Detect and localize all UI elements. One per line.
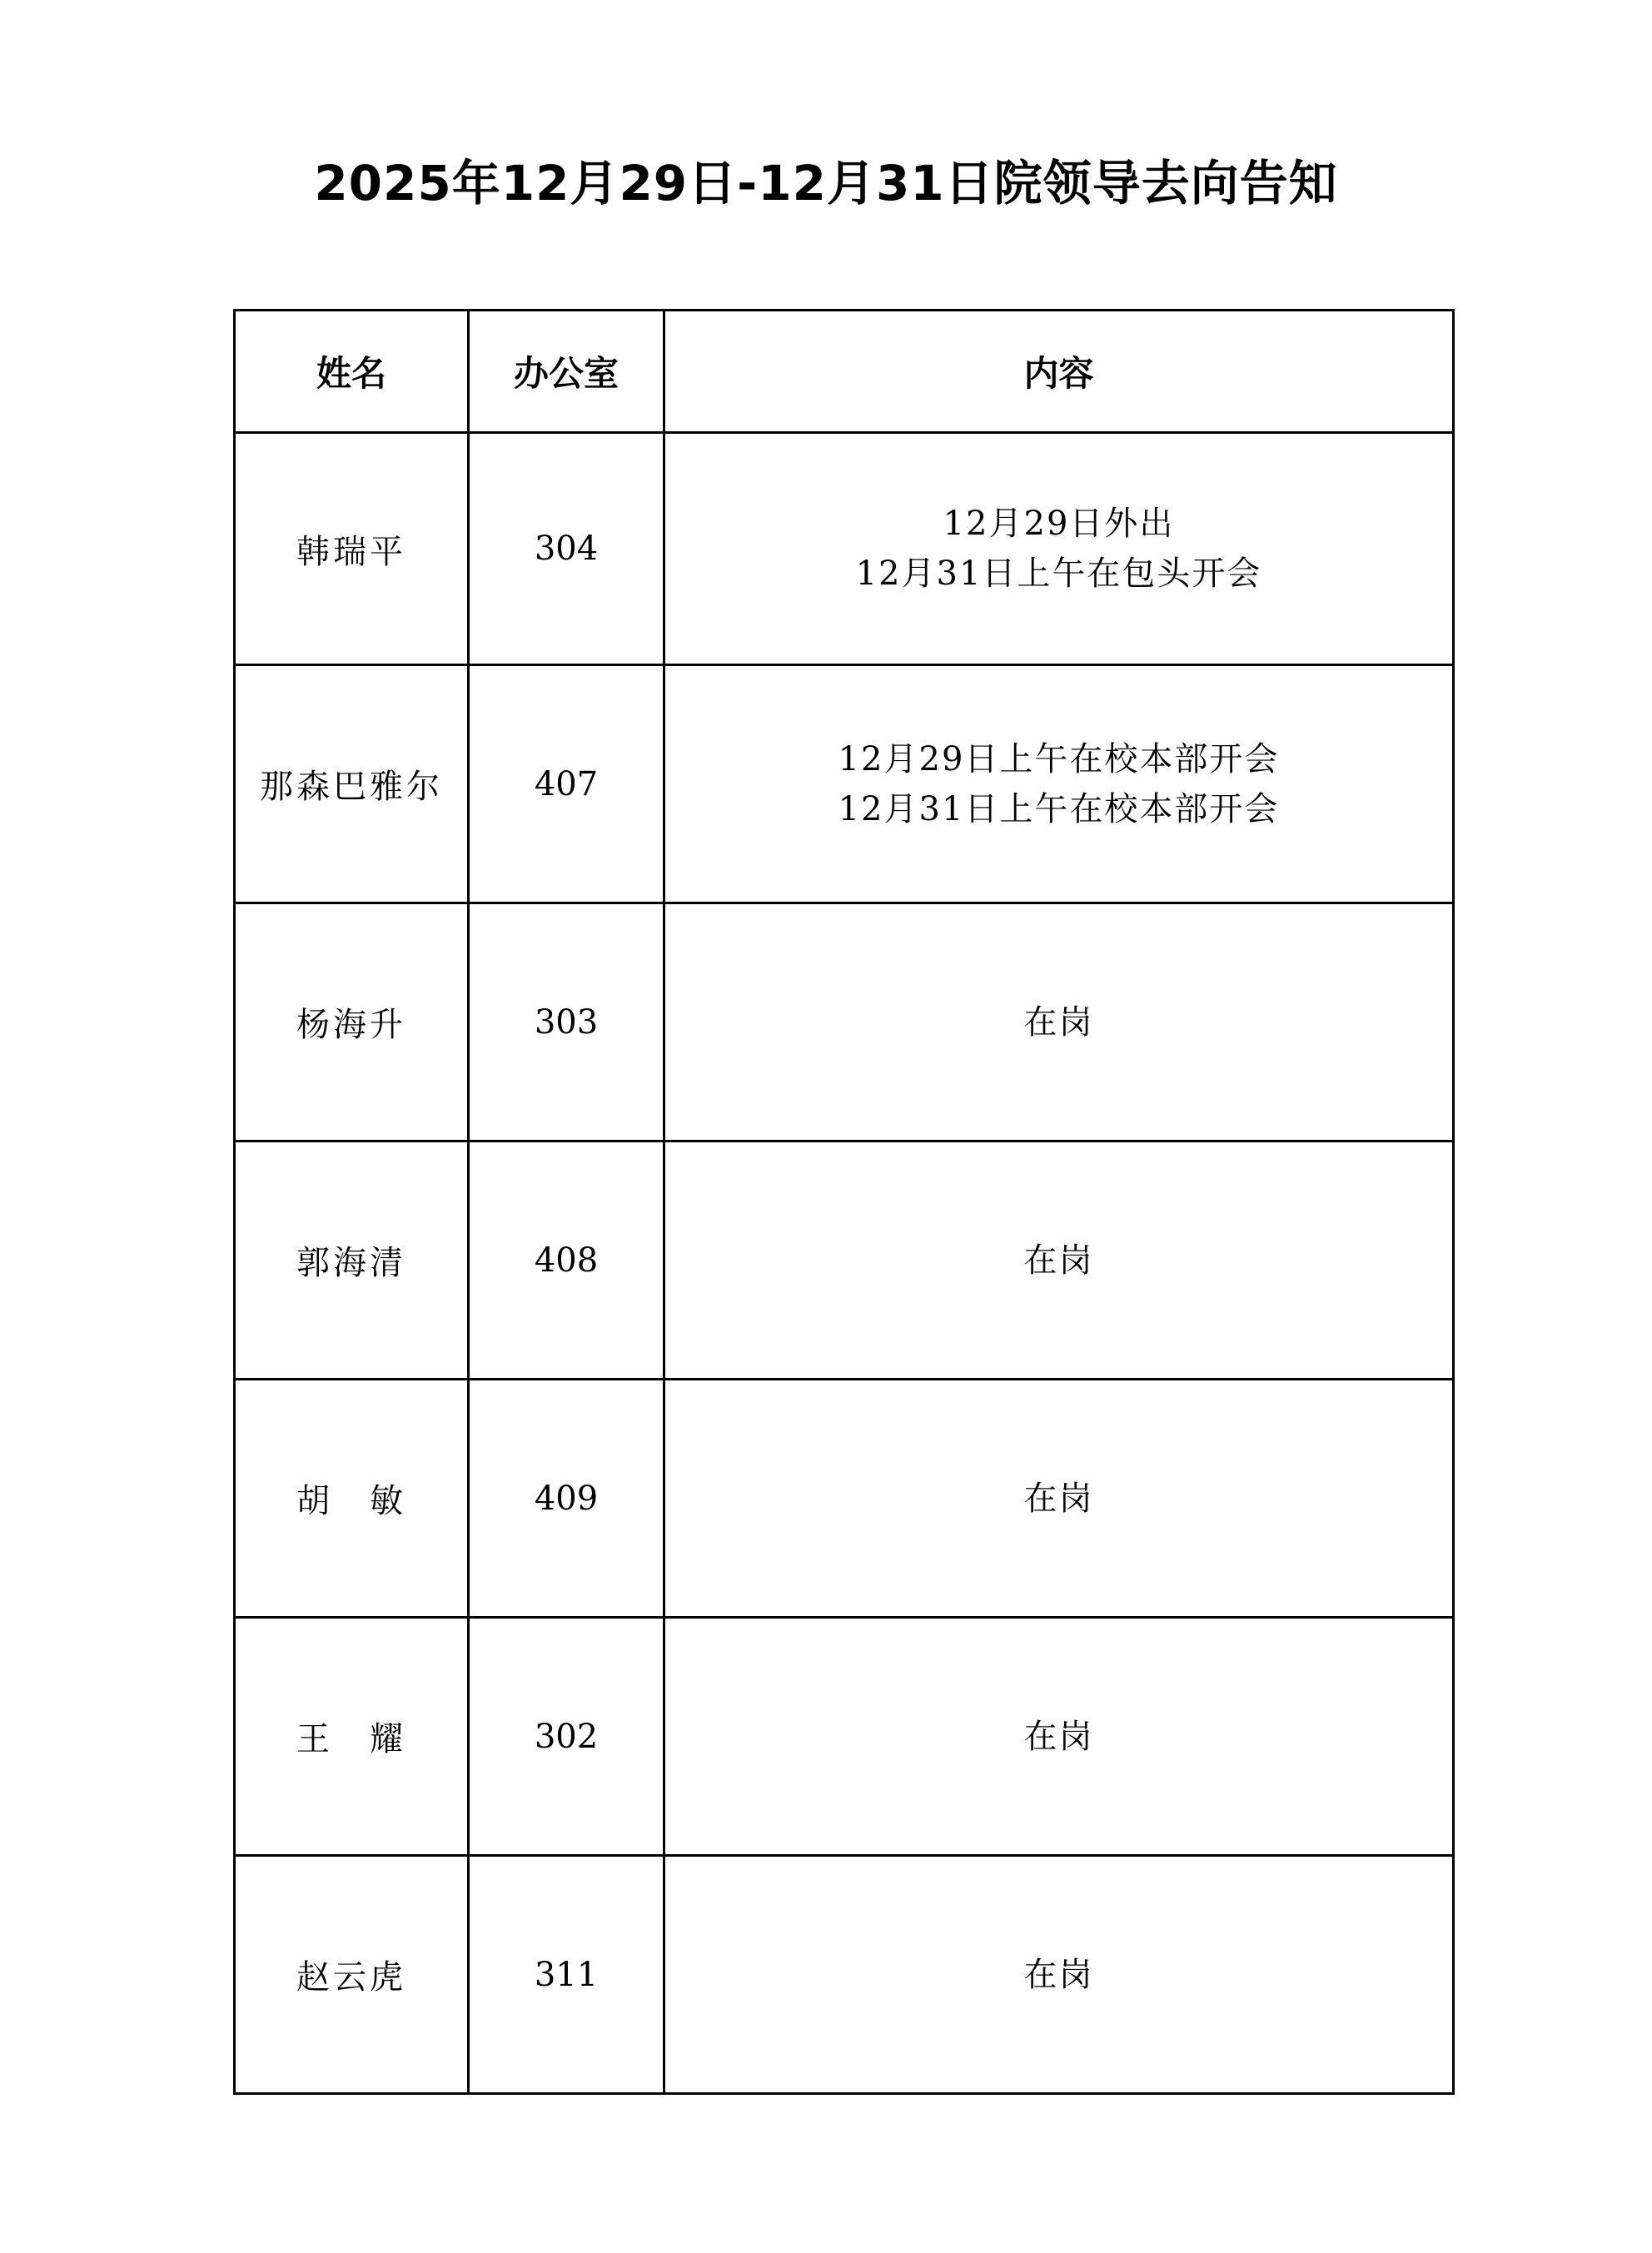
table-header-row xyxy=(235,311,1454,433)
office-cell: 304 xyxy=(469,433,664,665)
table-row xyxy=(235,1618,1454,1856)
content-line: 在岗 xyxy=(1023,1002,1094,1042)
table-row xyxy=(235,903,1454,1141)
table-row xyxy=(235,665,1454,903)
office-cell: 303 xyxy=(469,903,664,1141)
table-row xyxy=(235,433,1454,665)
office-cell: 302 xyxy=(469,1618,664,1856)
content-line: 12月29日上午在校本部开会 xyxy=(838,739,1280,778)
content-cell xyxy=(664,665,1454,903)
office-cell: 408 xyxy=(469,1141,664,1380)
office-cell: 409 xyxy=(469,1380,664,1618)
content-line: 在岗 xyxy=(1023,1241,1094,1280)
office-cell: 407 xyxy=(469,665,664,903)
table-row xyxy=(235,1380,1454,1618)
name-cell: 赵云虎 xyxy=(235,1856,469,2094)
header-name: 姓名 xyxy=(235,311,469,433)
name-cell: 那森巴雅尔 xyxy=(235,665,469,903)
content-cell xyxy=(664,1618,1454,1856)
content-line: 12月31日上午在校本部开会 xyxy=(838,789,1280,828)
content-line: 在岗 xyxy=(1023,1479,1094,1518)
content-cell xyxy=(664,903,1454,1141)
header-content: 内容 xyxy=(664,311,1454,433)
content-cell xyxy=(664,1141,1454,1380)
name-cell: 郭海清 xyxy=(235,1141,469,1380)
leader-whereabouts-table xyxy=(233,309,1455,2095)
content-cell xyxy=(664,433,1454,665)
name-cell: 韩瑞平 xyxy=(235,433,469,665)
content-line: 在岗 xyxy=(1023,1717,1094,1756)
name-cell: 胡 敏 xyxy=(235,1380,469,1618)
page-title: 2025年12月29日-12月31日院领导去向告知 xyxy=(314,155,1338,211)
content-cell xyxy=(664,1856,1454,2094)
content-cell xyxy=(664,1380,1454,1618)
name-cell: 王 耀 xyxy=(235,1618,469,1856)
header-office: 办公室 xyxy=(469,311,664,433)
name-cell: 杨海升 xyxy=(235,903,469,1141)
content-line: 在岗 xyxy=(1023,1955,1094,1994)
table-row xyxy=(235,1141,1454,1380)
table-row xyxy=(235,1856,1454,2094)
office-cell: 311 xyxy=(469,1856,664,2094)
content-line: 12月31日上午在包头开会 xyxy=(855,555,1262,593)
content-line: 12月29日外出 xyxy=(943,505,1175,543)
